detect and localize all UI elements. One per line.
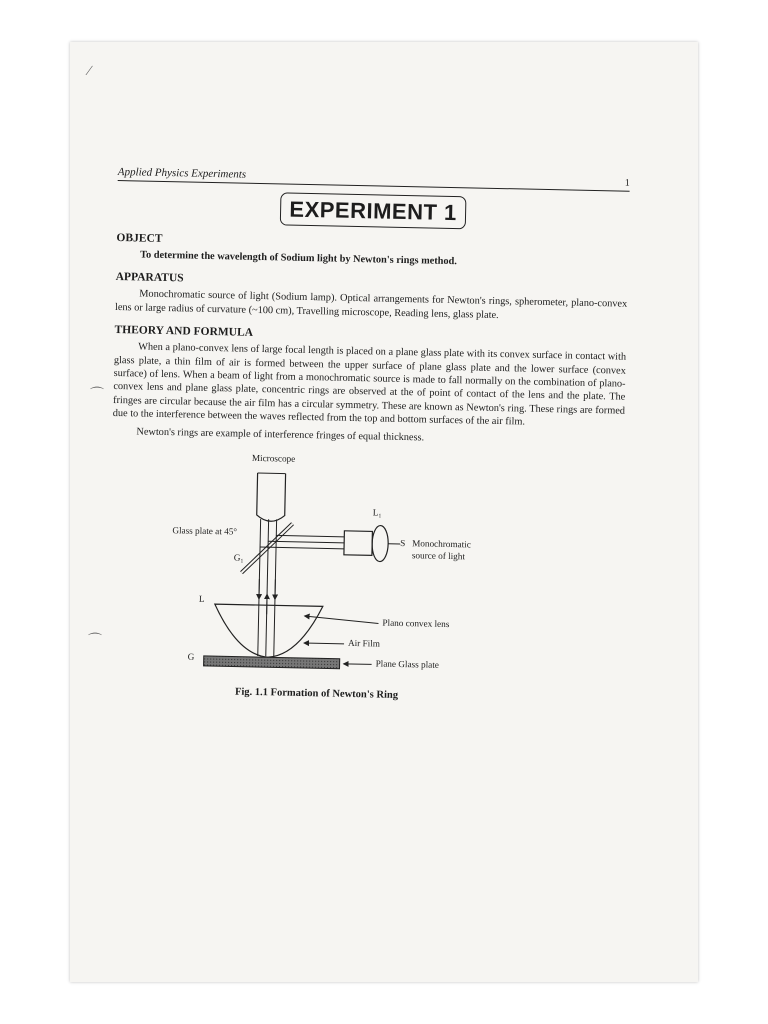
margin-mark: ⌒ xyxy=(88,634,102,649)
margin-mark: ⌒ xyxy=(90,388,104,403)
margin-mark: ∕ xyxy=(88,64,91,79)
page-content xyxy=(107,166,630,717)
newtons-rings-figure xyxy=(107,446,624,717)
source-housing xyxy=(344,531,372,556)
plano-convex-lens xyxy=(214,604,323,658)
light-ray xyxy=(266,519,269,656)
page-number: 1 xyxy=(624,177,630,189)
label-microscope: Microscope xyxy=(251,452,296,464)
theory-heading: THEORY AND FORMULA xyxy=(114,324,254,340)
label-l: L xyxy=(198,593,205,604)
apparatus-heading: APPARATUS xyxy=(115,271,184,285)
experiment-title: EXPERIMENT 1 xyxy=(280,192,467,229)
theory-paragraph: When a plano-convex lens of large focal length is placed on a plane glass plate with its convex surface in contact with glass plate, a thin film of air is formed between the upper surface of plane glass plate and the lower surface (convex surface) of lens. When a beam of light from a monochromatic source is made to fall normally on the combination of plano-convex lens and plane glass plate, concentric rings are observed at the of point of contact of the lens and the plate. The fringes are circular because the air film has a circular symmetry. These are known as Newton's ring. These rings are formed due to the interference between the waves reflected from the top and bottom surfaces of the air film. xyxy=(112,341,627,428)
label-plane-glass: Plane Glass plate xyxy=(375,658,440,670)
label-l1: L₁ xyxy=(372,507,382,518)
object-heading: OBJECT xyxy=(116,231,163,245)
microscope-tube xyxy=(257,473,286,522)
label-lens: Plano convex lens xyxy=(382,617,450,630)
object-text: To determine the wavelength of Sodium light by Newton's rings method. xyxy=(140,249,458,268)
label-g1: G₁ xyxy=(233,552,244,563)
label-g: G xyxy=(187,651,195,662)
condenser-lens xyxy=(372,525,389,561)
apparatus-text: Monochromatic source of light (Sodium lamp). Optical arrangements for Newton's rings, spherometer, plano-convex lens or large radius of curvature (~100 cm), Travelling microscope, Reading lens, glass plate. xyxy=(114,288,628,321)
label-s: S xyxy=(400,538,406,549)
theory-note: Newton's rings are example of interference fringes of equal thickness. xyxy=(136,426,425,444)
header-title: Applied Physics Experiments xyxy=(117,166,247,181)
apparatus-diagram xyxy=(107,446,624,717)
label-source-line2: source of light xyxy=(411,550,466,562)
label-source-line1: Monochromatic xyxy=(412,538,471,550)
label-air-film: Air Film xyxy=(347,637,381,649)
plane-glass-plate xyxy=(204,656,340,669)
figure-caption: Fig. 1.1 Formation of Newton's Ring xyxy=(234,686,399,702)
label-glass-plate: Glass plate at 45° xyxy=(172,525,238,537)
